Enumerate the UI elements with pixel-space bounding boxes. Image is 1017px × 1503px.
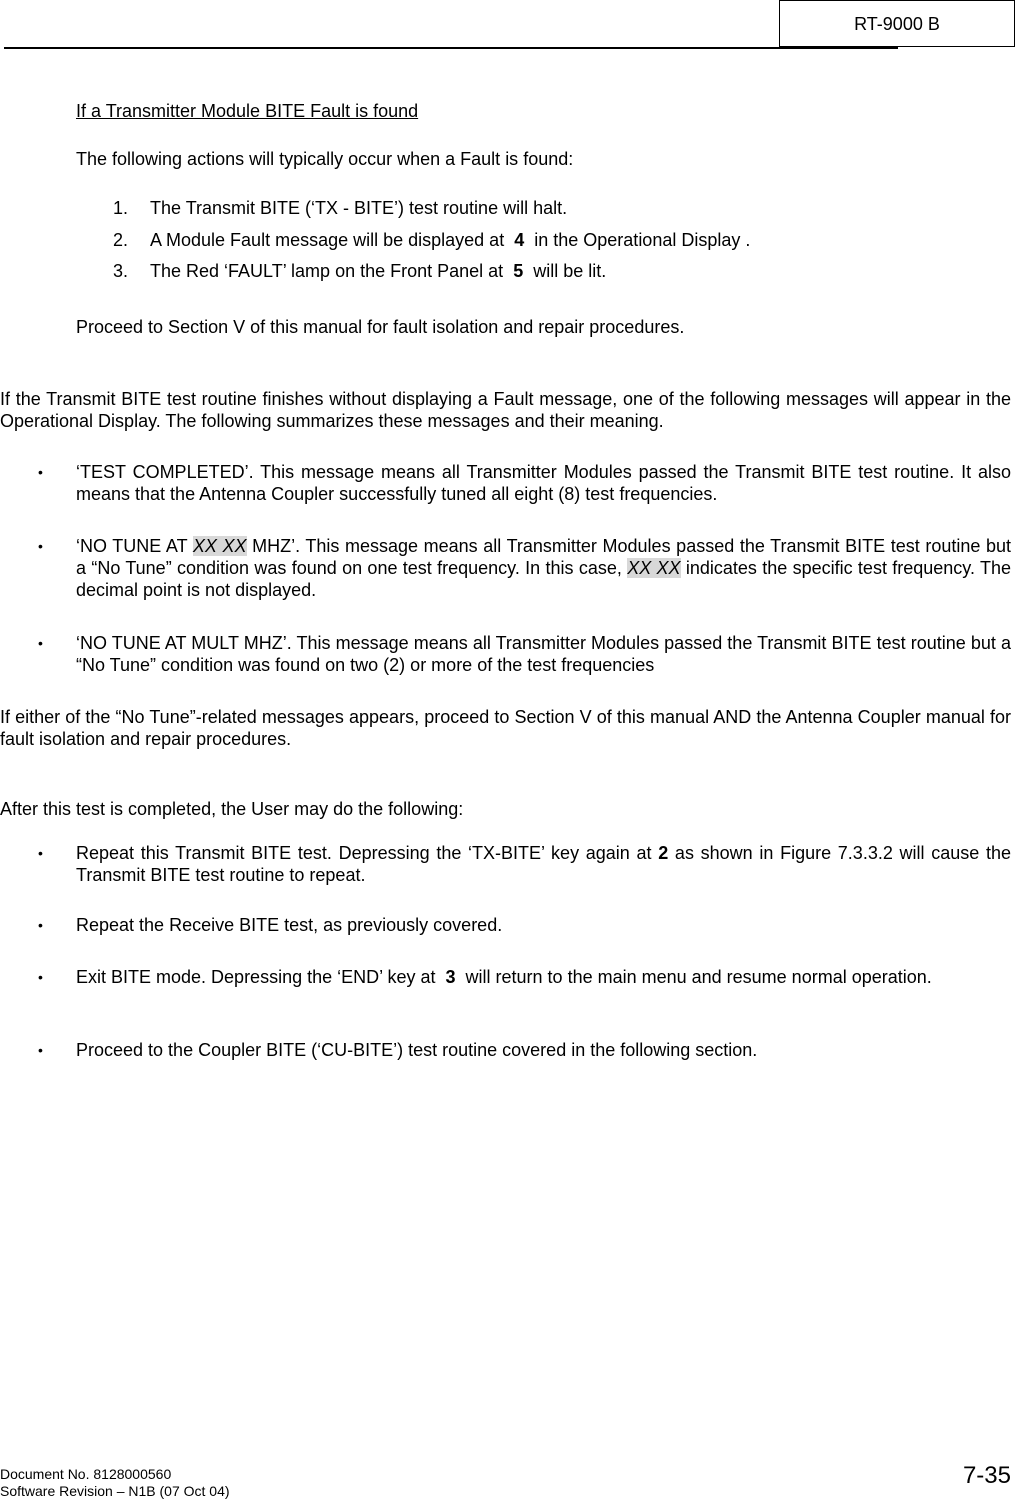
bullet-icon: • [38, 845, 43, 861]
message-text [76, 535, 1011, 601]
option-item [0, 914, 1011, 936]
option-text-b: will return to the main menu and resume normal operation. [460, 967, 932, 987]
item-text-b: in the Operational Display . [534, 230, 751, 250]
message-item [0, 632, 1011, 676]
page-number: 7-35 [962, 1462, 1011, 1489]
proceed-text: Proceed to Section V of this manual for fault isolation and repair procedures. [76, 317, 685, 337]
option-text: Repeat the Receive BITE test, as previously covered. [76, 915, 503, 935]
item-number: 1. [113, 198, 129, 218]
message-text-c: indicates the specific test frequency. The decimal point is not displayed. [76, 558, 1011, 600]
option-text-a: Exit BITE mode. Depressing the ‘END’ key at [76, 967, 441, 987]
item-text [150, 260, 606, 282]
option-text-a: Repeat this Transmit BITE test. Depressing the ‘TX-BITE’ key again at [76, 843, 659, 863]
option-item [0, 1039, 1011, 1061]
bullet-icon: • [38, 1042, 43, 1058]
intro-text: The following actions will typically occur when a Fault is found: [76, 149, 574, 169]
item-text [150, 229, 750, 251]
option-text: Proceed to the Coupler BITE (‘CU-BITE’) test routine covered in the following section. [76, 1040, 758, 1060]
actions-list [113, 197, 813, 297]
item-ref: 4 [514, 230, 525, 250]
software-revision: Software Revision – N1B (07 Oct 04) [0, 1483, 230, 1499]
section-title: If a Transmitter Module BITE Fault is found [76, 101, 419, 121]
document-code-box [779, 0, 1015, 47]
item-text-a: The Red ‘FAULT’ lamp on the Front Panel at [150, 261, 504, 281]
message-text: ‘TEST COMPLETED’. This message means all Transmitter Modules passed the Transmit BITE test routine. It also means that the Antenna Coupler successfully tuned all eight (8) test frequencies. [76, 462, 1011, 504]
bullet-icon: • [38, 917, 43, 933]
option-item [0, 966, 1011, 988]
finish-paragraph: If the Transmit BITE test routine finishes without displaying a Fault message, one of the following messages will appear in the Operational Display. The following summarizes these messages and their meaning. [0, 389, 1011, 431]
option-text-b: as shown in Figure 7.3.3.2 will cause the Transmit BITE test routine to repeat. [76, 843, 1011, 885]
item-ref: 5 [513, 261, 524, 281]
option-item [0, 842, 1011, 886]
bullet-icon: • [38, 464, 43, 480]
item-text-a: A Module Fault message will be displayed at [150, 230, 505, 250]
bullet-icon: • [38, 635, 43, 651]
document-number: Document No. 8128000560 [0, 1466, 172, 1482]
notune-paragraph: If either of the “No Tune”-related messages appears, proceed to Section V of this manual AND the Antenna Coupler manual for fault isolation and repair procedures. [0, 707, 1011, 749]
after-intro: After this test is completed, the User may do the following: [0, 799, 464, 819]
option-ref: 3 [445, 967, 456, 987]
frequency-placeholder: XX XX [192, 536, 247, 556]
bullet-icon: • [38, 538, 43, 554]
message-item [0, 461, 1011, 505]
option-text [76, 842, 1011, 886]
frequency-placeholder: XX XX [627, 558, 681, 578]
option-text [76, 966, 1011, 988]
item-number: 2. [113, 230, 129, 250]
message-text: ‘NO TUNE AT MULT MHZ’. This message means all Transmitter Modules passed the Transmit BITE test routine but a “No Tune” condition was found on two (2) or more of the test frequencies [76, 633, 1011, 675]
message-item [0, 535, 1011, 601]
document-code: RT-9000 B [854, 13, 940, 34]
item-text: The Transmit BITE (‘TX - BITE’) test routine will halt. [150, 198, 568, 218]
bullet-icon: • [38, 969, 43, 985]
item-text-b: will be lit. [533, 261, 607, 281]
header-rule [4, 47, 898, 49]
item-number: 3. [113, 261, 129, 281]
option-ref: 2 [658, 843, 669, 863]
message-text-a: ‘NO TUNE AT [76, 536, 193, 556]
footer-info [0, 1466, 230, 1500]
message-text-b: MHZ’. This message means all Transmitter Modules passed the Transmit BITE test routine but a “No Tune” condition was found on one test frequency. In this case, [76, 536, 1011, 578]
